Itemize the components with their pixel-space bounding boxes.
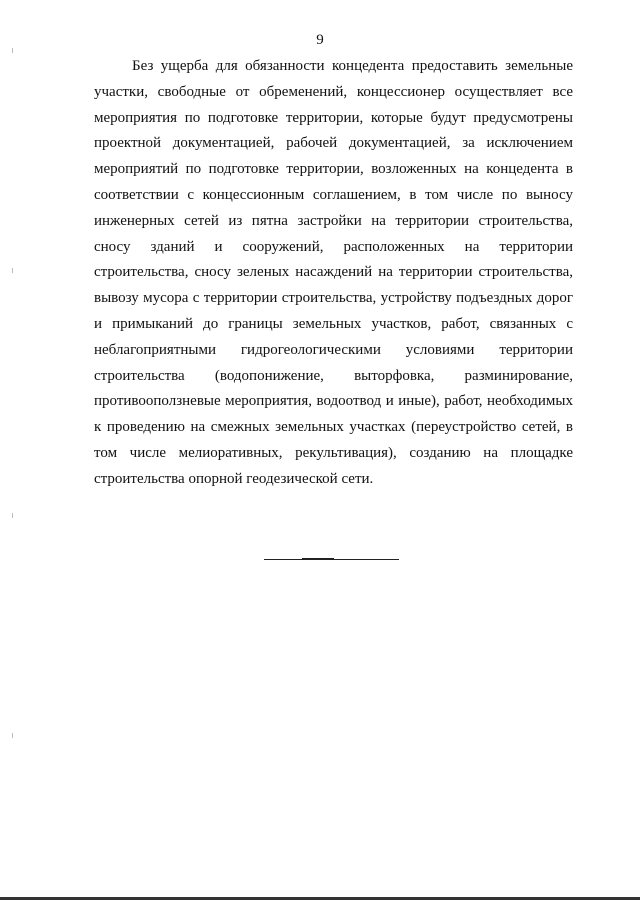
scan-mark [12,513,13,518]
end-of-text-rule [264,559,399,560]
body-paragraph: Без ущерба для обязанности концедента предоставить земельные участки, свободные от обременений, концессионер осуществляет все мероприятия по подготовке территории, которые будут предусмотрены проектной документацией, рабочей документацией, за исключением мероприятий по подготовке территории, возложенных на концедента в соответствии с концессионным соглашением, в том числе по выносу инженерных сетей из пятна застройки на территории строительства, сносу зданий и сооружений, расположенных на территории строительства, сносу зеленых насаждений на территории строительства, вывозу мусора с территории строительства, устройству подъездных дорог и примыканий до границы земельных участков, работ, связанных с неблагоприятными гидрогеологическими условиями территории строительства (водопонижение, выторфовка, разминирование, противооползневые мероприятия, водоотвод и иные), работ, необходимых к проведению на смежных земельных участках (переустройство сетей, в том числе мелиоративных, рекультивация), созданию на площадке строительства опорной геодезической сети. [94,58,573,487]
scan-mark [12,268,13,273]
scan-bottom-edge [0,897,640,900]
scan-mark [12,48,13,53]
end-of-text-rule-center [302,558,334,559]
scan-mark [12,733,13,738]
page-number: 9 [316,32,324,48]
